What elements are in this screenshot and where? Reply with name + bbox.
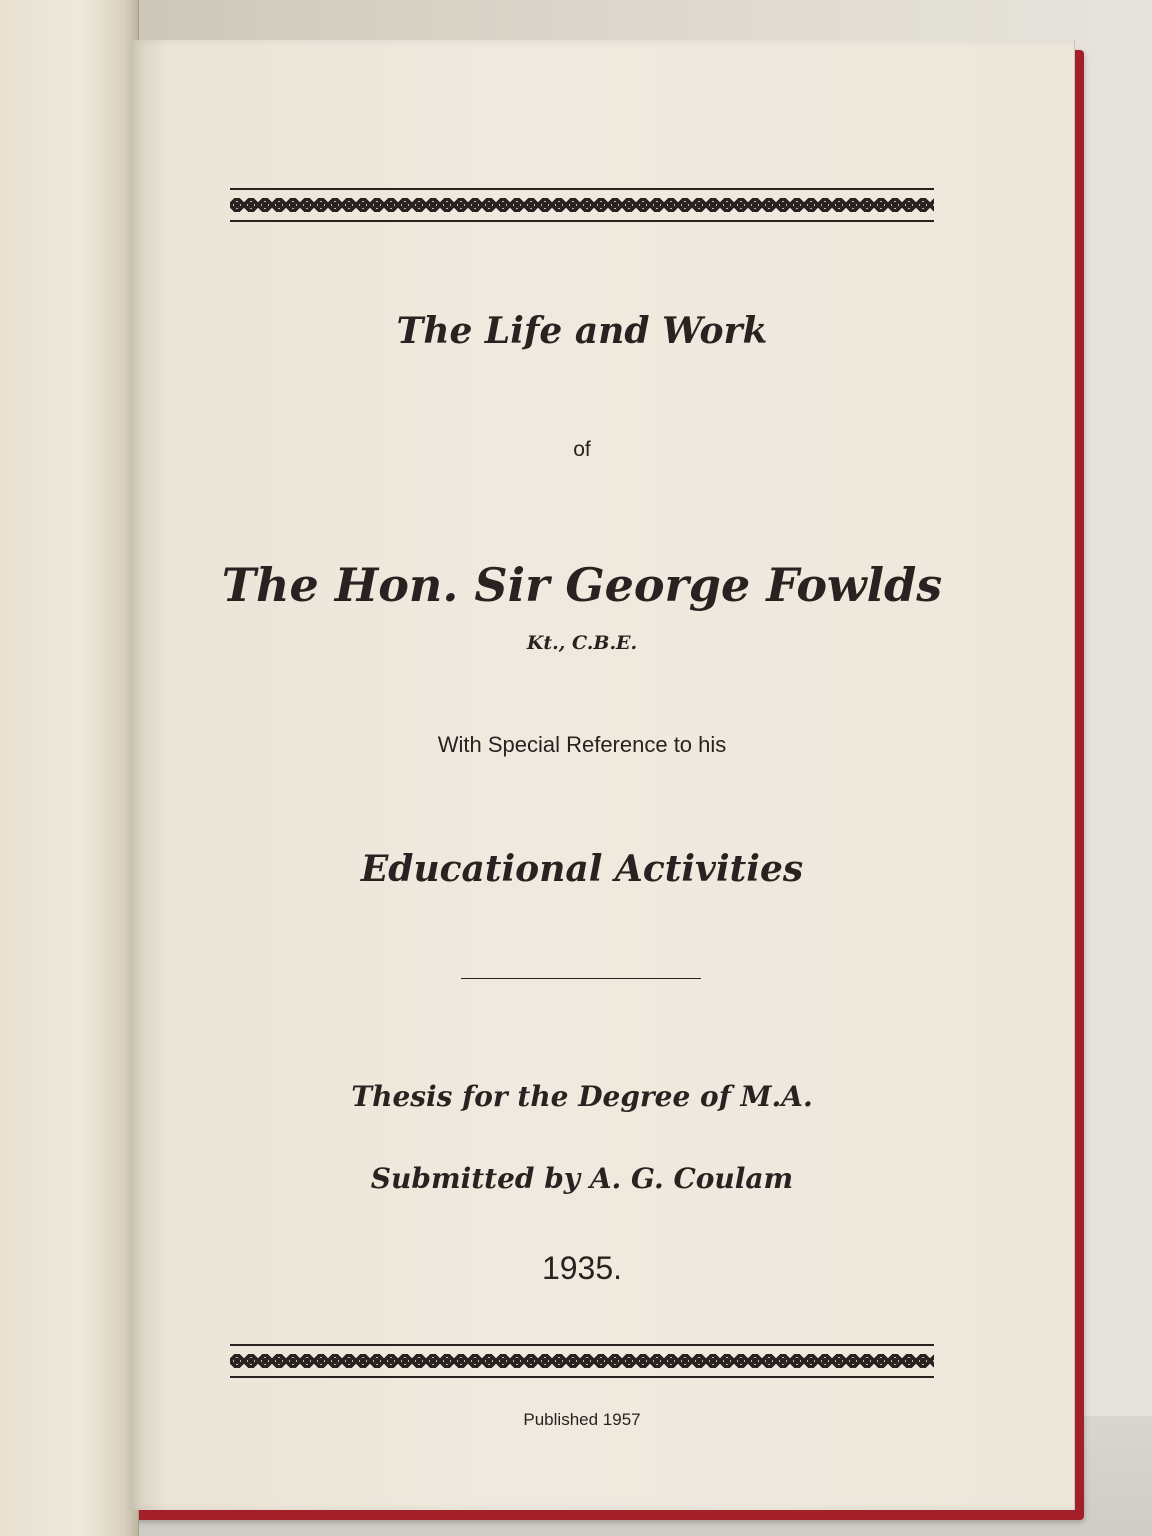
divider-rule	[461, 978, 701, 979]
title-page	[130, 40, 1075, 1510]
left-page	[0, 0, 139, 1536]
ornament-pattern	[230, 198, 934, 212]
submitted-line: Submitted by A. G. Coulam	[370, 1162, 794, 1195]
bottom-ornamental-border	[230, 1344, 934, 1378]
ornament-pattern	[230, 1354, 934, 1368]
special-reference: With Special Reference to his	[437, 732, 727, 757]
honours: Kt., C.B.E.	[526, 632, 638, 654]
published-note: Published 1957	[523, 1410, 641, 1429]
subject-name: The Hon. Sir George Fowlds	[221, 558, 943, 612]
title-line: The Life and Work	[396, 310, 768, 352]
title-page-content	[130, 40, 1074, 1510]
year: 1935.	[541, 1250, 623, 1286]
top-ornamental-border	[230, 188, 934, 222]
topic: Educational Activities	[360, 848, 804, 890]
of-word: of	[573, 438, 591, 461]
thesis-line: Thesis for the Degree of M.A.	[351, 1080, 813, 1113]
